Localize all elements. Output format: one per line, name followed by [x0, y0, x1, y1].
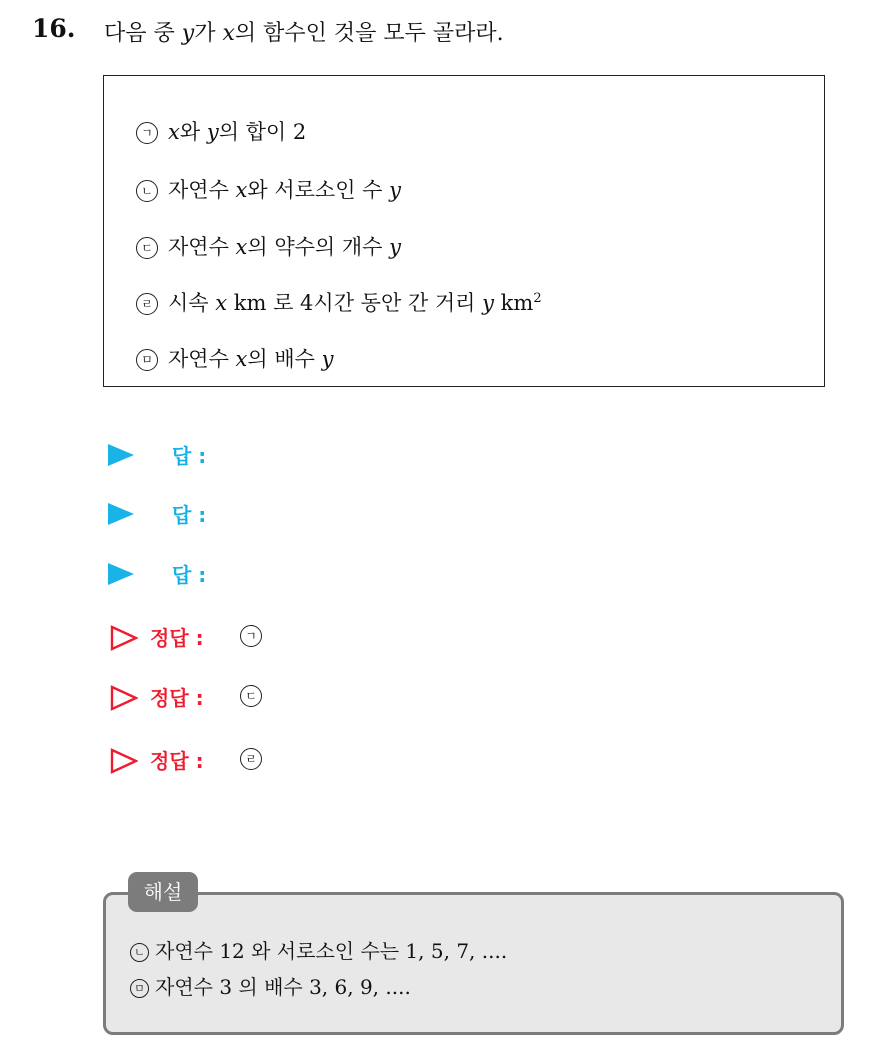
variable-y: y [389, 178, 402, 202]
variable-y: y [482, 291, 494, 315]
variable-y: y [389, 235, 402, 259]
circled-giyeok-icon: ㄱ [240, 625, 262, 647]
correct-answer-marker [240, 625, 262, 647]
answer-label: 답 : [172, 444, 207, 468]
variable-x: x [215, 291, 228, 315]
choice-text: 의 배수 [247, 347, 322, 371]
choice-text: 자연수 [168, 178, 236, 202]
variable-x: x [235, 347, 248, 371]
answer-label: 답 : [172, 503, 207, 527]
question-text [104, 16, 504, 47]
explanation-text: 자연수 3 의 배수 3, 6, 9, .... [155, 975, 411, 999]
circled-mieum-icon: ㅁ [136, 349, 158, 371]
play-triangle-icon [108, 444, 134, 466]
choice-text: 자연수 [168, 235, 236, 259]
outline-triangle-icon [110, 748, 138, 774]
variable-x: x [235, 178, 248, 202]
circled-digeut-icon: ㄷ [240, 685, 262, 707]
explanation-text: 자연수 12 와 서로소인 수는 1, 5, 7, .... [155, 939, 508, 963]
variable-x: x [235, 235, 248, 259]
circled-rieul-icon: ㄹ [240, 748, 262, 770]
circled-nieun-icon: ㄴ [136, 180, 158, 202]
choice-text: 자연수 [168, 347, 236, 371]
choice-text: 의 합이 2 [218, 120, 307, 144]
play-triangle-icon [108, 563, 134, 585]
choice-item [136, 116, 306, 146]
variable-x: x [168, 120, 180, 144]
correct-answer-label: 정답 : [150, 686, 204, 710]
explanation-line [130, 971, 411, 1000]
choice-item [136, 287, 542, 317]
choice-text: 시속 [168, 291, 216, 315]
variable-y: y [321, 347, 334, 371]
choice-text: 와 서로소인 수 [247, 178, 390, 202]
choice-text: 의 약수의 개수 [247, 235, 390, 259]
circled-nieun-icon: ㄴ [130, 943, 149, 962]
variable-x: x [222, 21, 235, 46]
correct-answer-label: 정답 : [150, 626, 204, 650]
explanation-tag: 해설 [128, 872, 198, 912]
explanation-line [130, 935, 507, 964]
play-triangle-icon [108, 503, 134, 525]
question-text-part: 의 함수인 것을 모두 골라라. [234, 21, 504, 46]
outline-triangle-icon [110, 625, 138, 651]
correct-answer-marker [240, 685, 262, 707]
outline-triangle-icon [110, 685, 138, 711]
exponent: 2 [533, 291, 542, 306]
choices-box [103, 75, 825, 387]
circled-digeut-icon: ㄷ [136, 237, 158, 259]
variable-y: y [181, 21, 195, 46]
answer-label: 답 : [172, 563, 207, 587]
question-number: 16. [32, 14, 76, 43]
question-text-part: 가 [194, 21, 223, 46]
question-text-part: 다음 중 [104, 21, 182, 46]
circled-rieul-icon: ㄹ [136, 293, 158, 315]
choice-text: km 로 4시간 동안 간 거리 [227, 291, 483, 315]
correct-answer-marker [240, 748, 262, 770]
choice-item [136, 231, 401, 261]
choice-text: 와 [179, 120, 207, 144]
circled-mieum-icon: ㅁ [130, 979, 149, 998]
choice-item [136, 343, 333, 373]
unit-km: km [493, 291, 534, 315]
variable-y: y [206, 120, 219, 144]
circled-giyeok-icon: ㄱ [136, 122, 158, 144]
choice-item [136, 174, 401, 204]
correct-answer-label: 정답 : [150, 749, 204, 773]
